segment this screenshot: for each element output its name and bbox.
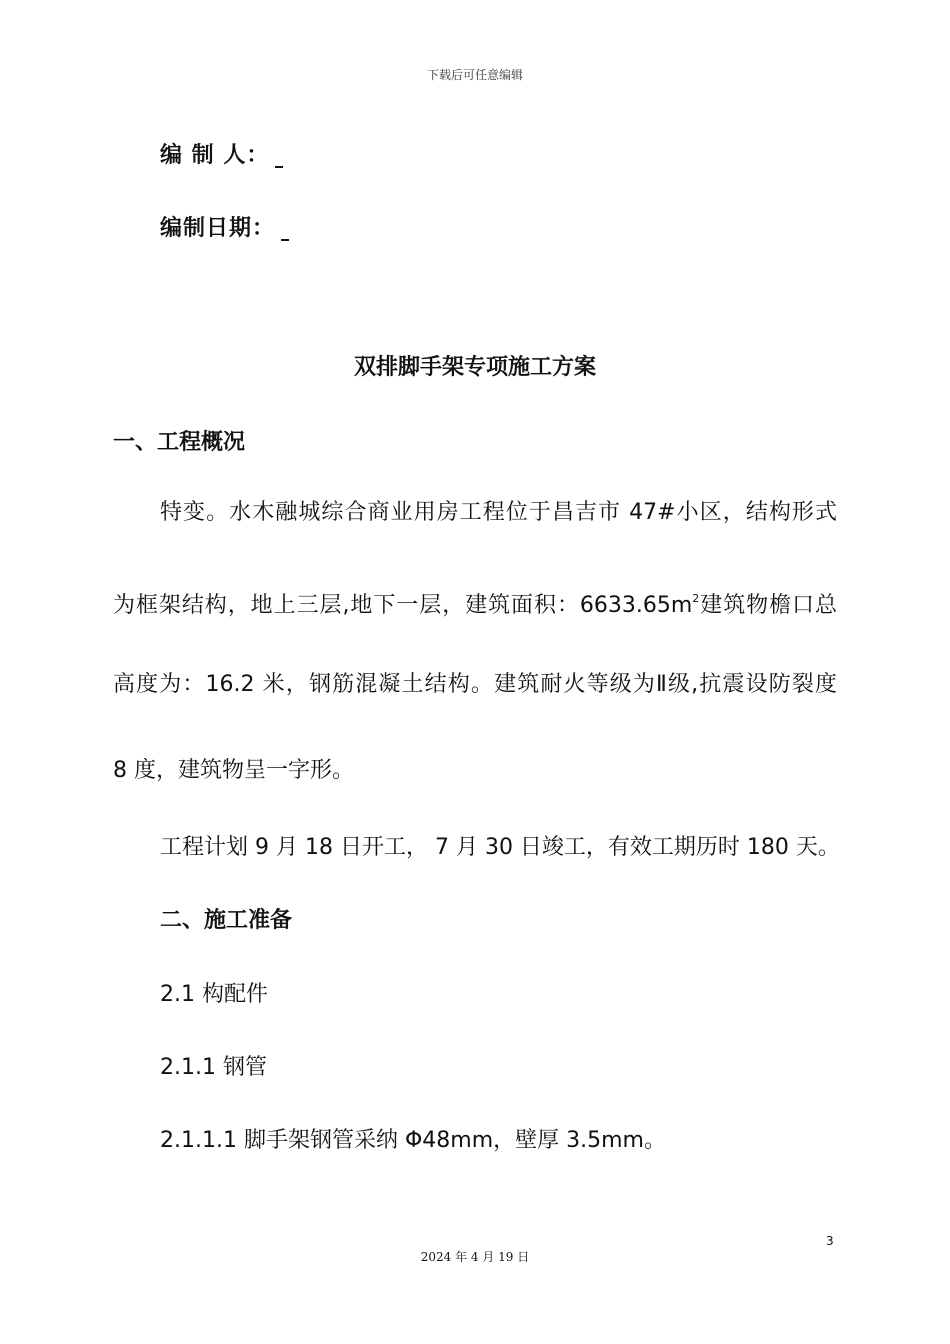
- subheading-2-1: 2.1 构配件: [160, 982, 268, 1007]
- overview-paragraph: [113, 498, 837, 842]
- date-label: 编制日期：: [160, 216, 276, 241]
- page-number: 3: [826, 1234, 834, 1248]
- subheading-2-1-1: 2.1.1 钢管: [160, 1055, 267, 1080]
- schedule-paragraph: 工程计划 9 月 18 日开工， 7 月 30 日竣工，有效工期历时 180 天。: [160, 835, 840, 860]
- overview-line-2-tail: 建筑物檐口总: [699, 593, 837, 618]
- document-title: 双排脚手架专项施工方案: [353, 355, 596, 380]
- compiler-label: 编 制 人：: [160, 143, 270, 168]
- section-heading-preparation: 二、施工准备: [160, 908, 293, 933]
- date-blank: [281, 238, 289, 241]
- overview-line-4: 8 度，建筑物呈一字形。: [113, 758, 354, 783]
- footer-date: 2024 年 4 月 19 日: [420, 1250, 530, 1264]
- area-superscript: 2: [692, 592, 700, 605]
- date-field: [160, 211, 289, 242]
- compiler-blank: [275, 165, 283, 168]
- compiler-field: [160, 138, 283, 169]
- page-header: 下载后可任意编辑: [426, 68, 523, 82]
- overview-line-3: 高度为：16.2 米，钢筋混凝土结构。建筑耐火等级为Ⅱ级,抗震设防裂度: [113, 672, 837, 697]
- section-heading-overview: 一、工程概况: [113, 430, 246, 455]
- item-2-1-1-1: 2.1.1.1 脚手架钢管采纳 Φ48mm，壁厚 3.5mm。: [160, 1128, 666, 1153]
- overview-line-1: 特变。水木融城综合商业用房工程位于昌吉市 47#小区，结构形式: [160, 500, 837, 525]
- overview-line-2: [113, 584, 837, 670]
- overview-line-2-text: 为框架结构，地上三层,地下一层，建筑面积：6633.65m: [113, 593, 693, 618]
